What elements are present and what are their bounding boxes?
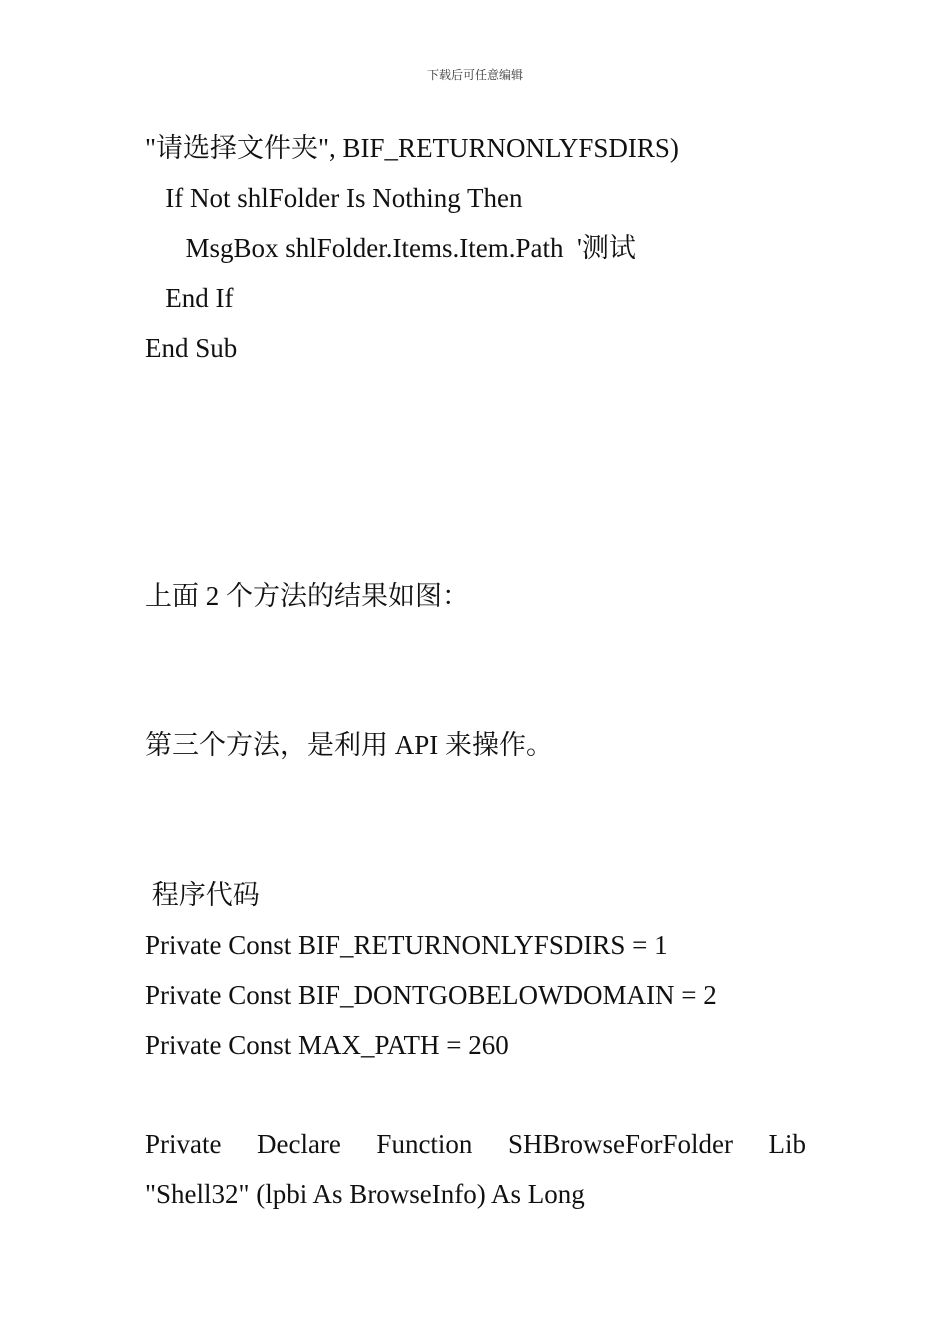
code-word: Lib: [768, 1129, 806, 1159]
code-line: If Not shlFolder Is Nothing Then: [145, 183, 523, 213]
section-label: 程序代码: [145, 880, 260, 910]
code-line: "请选择文件夹", BIF_RETURNONLYFSDIRS): [145, 133, 679, 163]
paragraph: 第三个方法，是利用 API 来操作。: [145, 730, 554, 760]
declare-line: [145, 1128, 806, 1160]
code-line: End Sub: [145, 333, 238, 363]
code-line: MsgBox shlFolder.Items.Item.Path '测试: [145, 233, 636, 263]
code-line: End If: [145, 283, 234, 313]
page-header: 下载后可任意编辑: [426, 68, 523, 82]
code-word: Declare: [256, 1129, 341, 1159]
code-word: Private: [145, 1129, 222, 1159]
code-line: Private Const BIF_DONTGOBELOWDOMAIN = 2: [145, 980, 717, 1010]
code-line: "Shell32" (lpbi As BrowseInfo) As Long: [145, 1179, 585, 1209]
code-line: Private Const MAX_PATH = 260: [145, 1030, 509, 1060]
paragraph: 上面 2 个方法的结果如图：: [145, 581, 469, 611]
code-word: SHBrowseForFolder: [507, 1129, 733, 1159]
code-word: Function: [376, 1129, 473, 1159]
code-line: Private Const BIF_RETURNONLYFSDIRS = 1: [145, 930, 668, 960]
